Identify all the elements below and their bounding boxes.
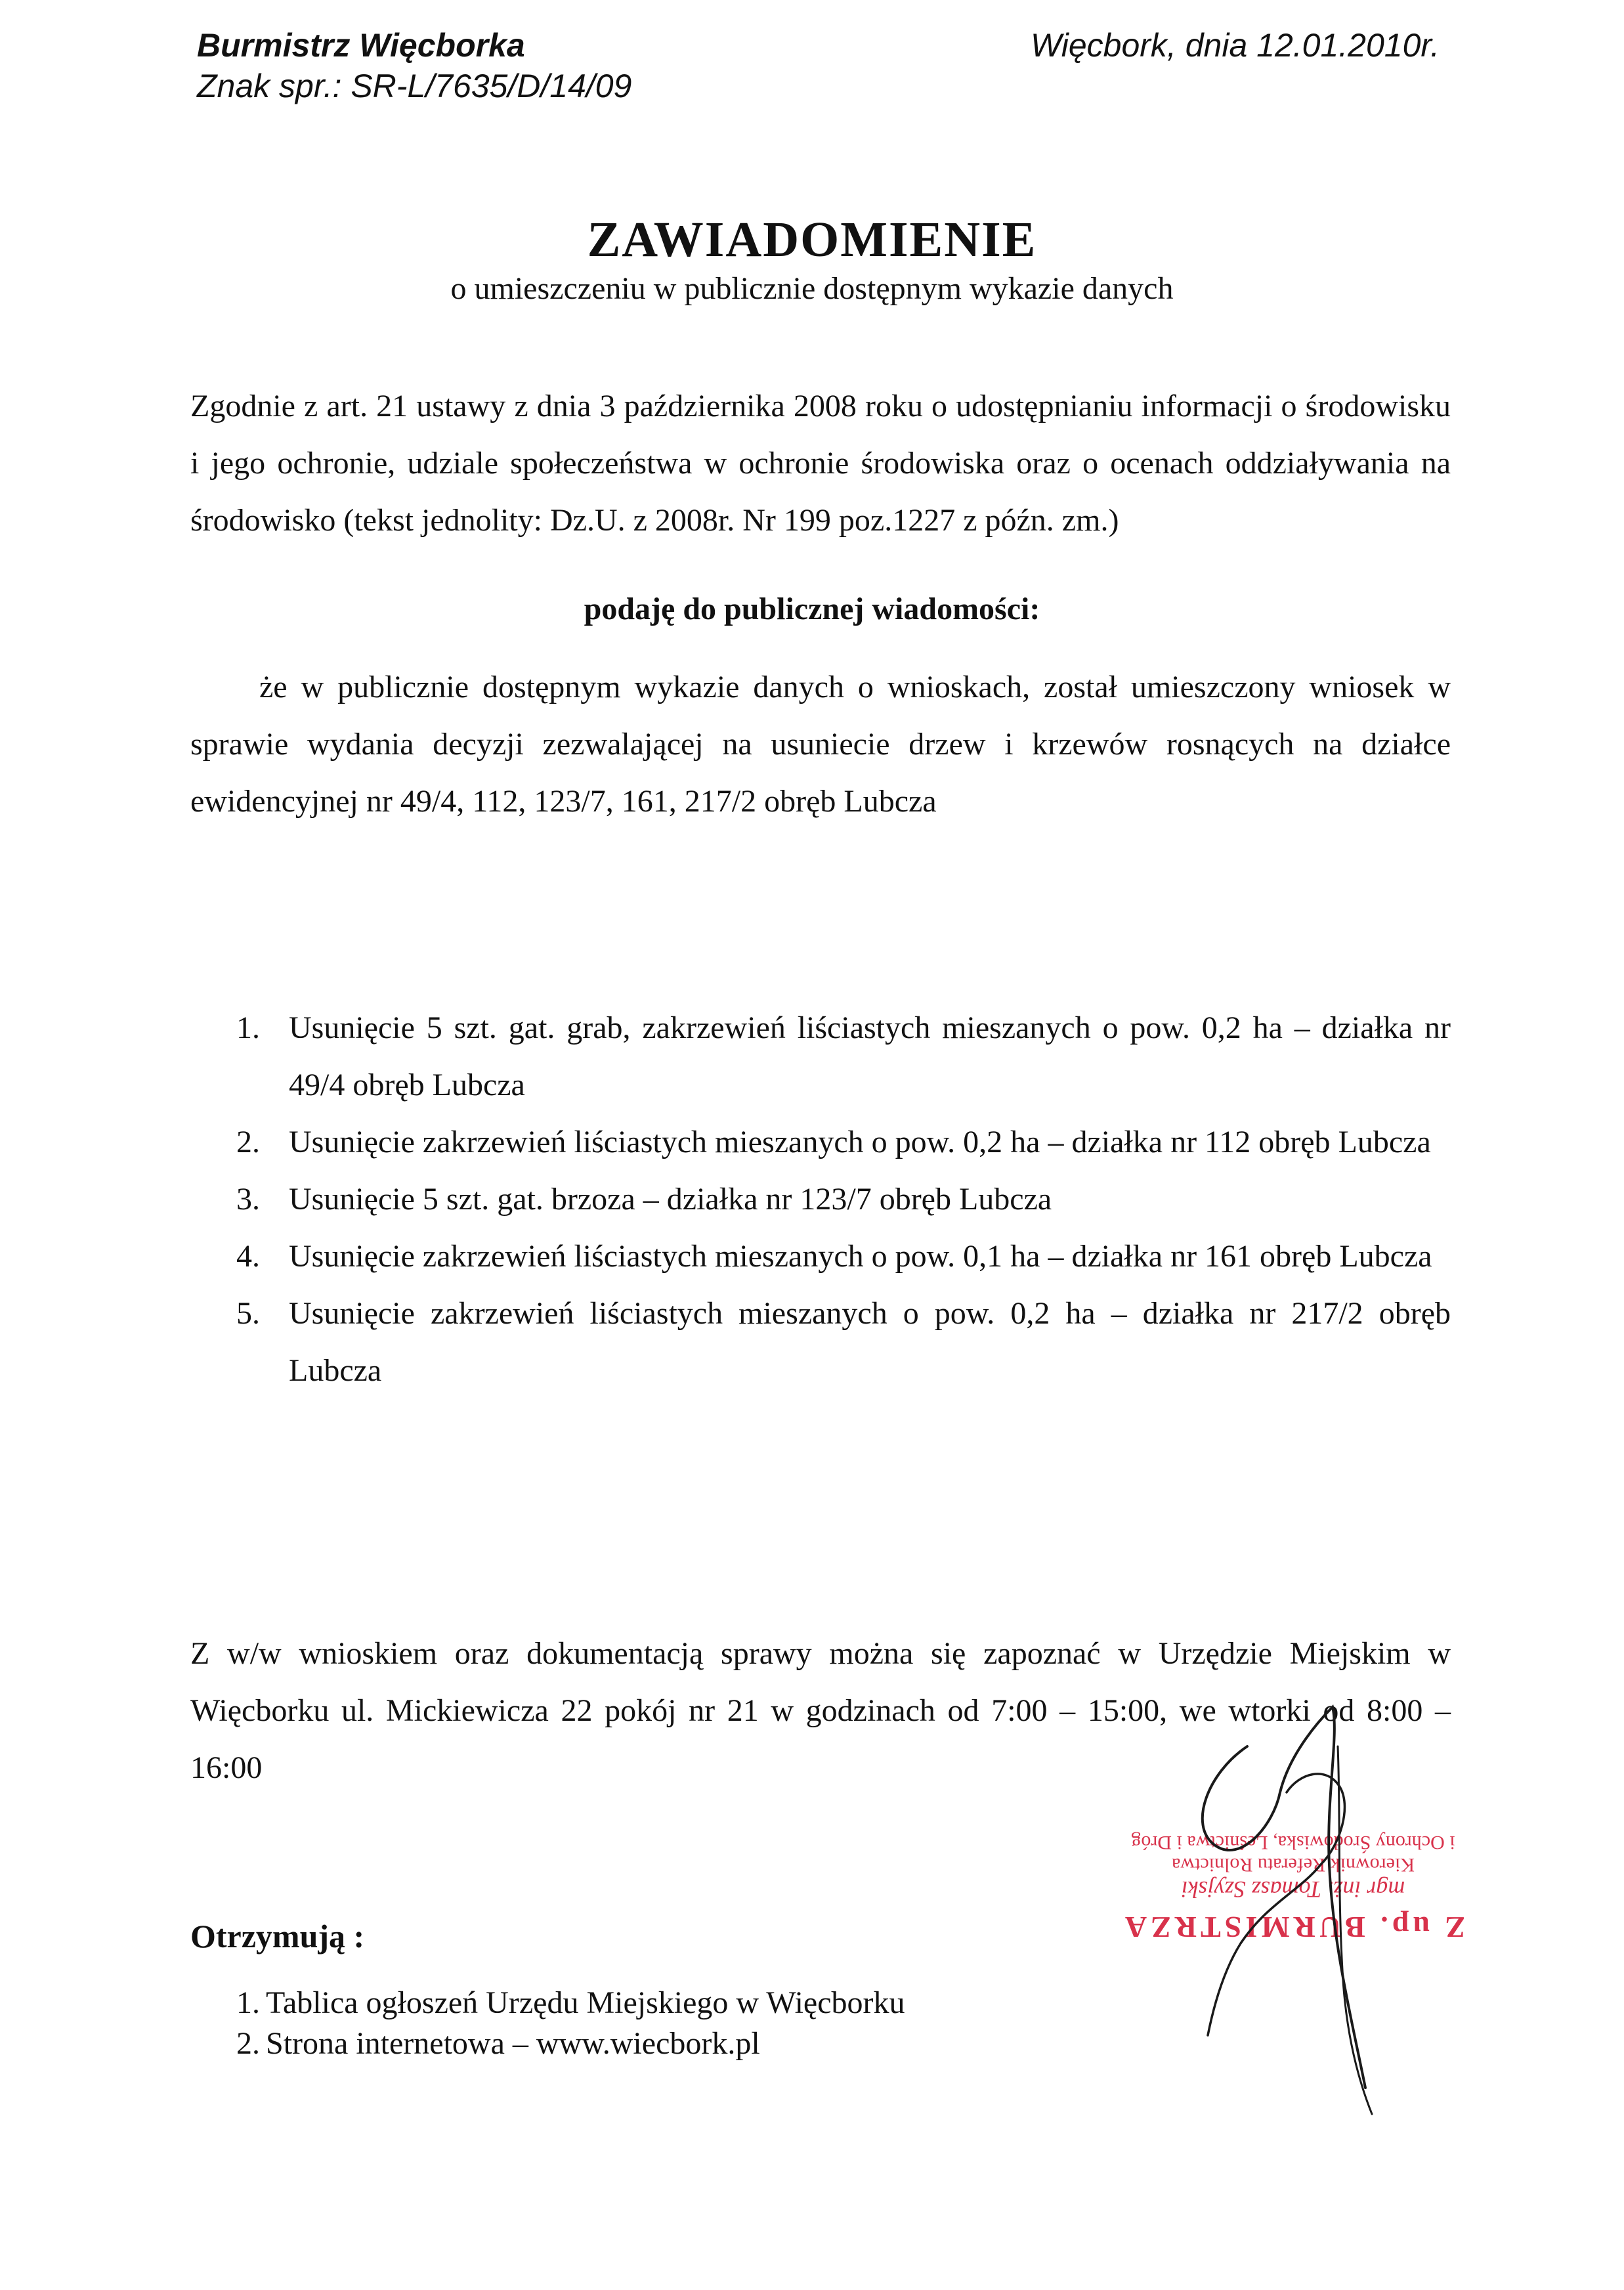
recipient-text: Tablica ogłoszeń Urzędu Miejskiego w Więcborku xyxy=(266,1985,905,2020)
item-number: 3. xyxy=(236,1182,260,1217)
list-item xyxy=(236,1113,1451,1171)
item-text: Usunięcie zakrzewień liściastych mieszanych o pow. 0,2 ha – działka nr 217/2 obręb Lubcza xyxy=(289,1296,1451,1388)
item-number: 4. xyxy=(236,1239,260,1274)
recipient-text: Strona internetowa – www.wiecbork.pl xyxy=(266,2026,760,2061)
item-number: 5. xyxy=(236,1296,260,1331)
document-title: ZAWIADOMIENIE xyxy=(587,212,1037,267)
removal-items-list xyxy=(236,999,1451,1399)
item-number: 2. xyxy=(236,2026,260,2061)
item-text: Usunięcie 5 szt. gat. grab, zakrzewień liściastych mieszanych o pow. 0,2 ha – działka nr 49/4 obręb Lubcza xyxy=(289,1010,1451,1102)
stamp-line: Z up. BURMISTRZA xyxy=(1121,1911,1466,1944)
recipients-list xyxy=(236,1983,905,2064)
stamp-line: i Ochrony Środowiska, Leśnictwa i Dróg xyxy=(1131,1832,1455,1853)
stamp-line: Kierownik Referatu Rolnictwa xyxy=(1172,1854,1415,1876)
place-and-date: Więcbork, dnia 12.01.2010r. xyxy=(1031,27,1440,64)
list-item xyxy=(236,1983,905,2023)
document-subtitle: o umieszczeniu w publicznie dostępnym wykazie danych xyxy=(450,271,1174,306)
announcement-heading: podaję do publicznej wiadomości: xyxy=(584,592,1040,626)
handwritten-signature xyxy=(1168,1694,1457,2127)
item-text: Usunięcie zakrzewień liściastych mieszanych o pow. 0,1 ha – działka nr 161 obręb Lubcza xyxy=(289,1239,1432,1274)
notice-body-paragraph: że w publicznie dostępnym wykazie danych o wnioskach, został umieszczony wniosek w sprawie wydania decyzji zezwalającej na usuniecie drzew i krzewów rosnących na działce ewidencyjnej nr 49/4, 112, 123/7, 161, 217/2 obręb Lubcza xyxy=(190,670,1451,819)
item-text: Usunięcie 5 szt. gat. brzoza – działka nr 123/7 obręb Lubcza xyxy=(289,1182,1052,1217)
list-item xyxy=(236,999,1451,1113)
item-number: 1. xyxy=(236,1985,260,2020)
contact-paragraph: Z w/w wnioskiem oraz dokumentacją sprawy można się zapoznać w Urzędzie Miejskim w Więcborku ul. Mickiewicza 22 pokój nr 21 w godzinach od 7:00 – 15:00, we wtorki od 8:00 – 16:00 xyxy=(190,1636,1451,1785)
case-reference: Znak spr.: SR-L/7635/D/14/09 xyxy=(197,68,632,104)
list-item xyxy=(236,1228,1451,1285)
stamp-line: mgr inż. Tomasz Szyjski xyxy=(1181,1876,1405,1903)
list-item xyxy=(236,1285,1451,1399)
legal-basis-paragraph: Zgodnie z art. 21 ustawy z dnia 3 października 2008 roku o udostępnianiu informacji o środowisku i jego ochronie, udziale społeczeństwa w ochronie środowiska oraz o ocenach oddziaływania na środowisko (tekst jednolity: Dz.U. z 2008r. Nr 199 poz.1227 z późn. zm.) xyxy=(190,389,1451,538)
item-text: Usunięcie zakrzewień liściastych mieszanych o pow. 0,2 ha – działka nr 112 obręb Lubcza xyxy=(289,1125,1431,1159)
list-item xyxy=(236,2023,905,2064)
recipients-heading: Otrzymują : xyxy=(190,1918,365,1955)
list-item xyxy=(236,1171,1451,1228)
item-number: 2. xyxy=(236,1125,260,1159)
issuer-name: Burmistrz Więcborka xyxy=(197,27,525,64)
item-number: 1. xyxy=(236,1010,260,1045)
